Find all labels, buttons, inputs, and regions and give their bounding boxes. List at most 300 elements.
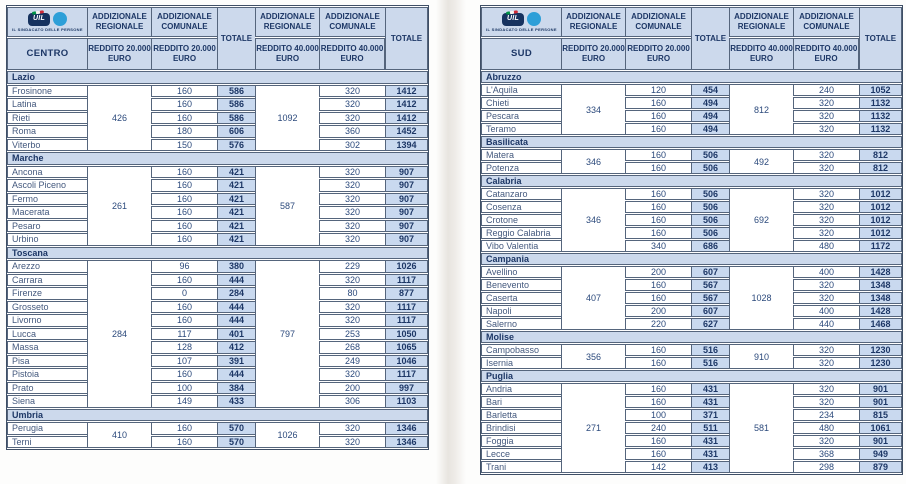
sud-table-container — [480, 5, 903, 475]
comunale-40k-cell: 320 — [793, 201, 859, 213]
city-cell: Napoli — [481, 305, 561, 317]
comunale-40k-cell: 80 — [319, 287, 385, 300]
section-row — [481, 175, 902, 187]
section-header: Molise — [481, 331, 902, 343]
comunale-40k-cell: 368 — [793, 448, 859, 460]
comunale-40k-cell: 229 — [319, 260, 385, 273]
city-cell: Salerno — [481, 318, 561, 330]
totale-40k-cell: 1412 — [385, 85, 428, 98]
comunale-20k-cell: 160 — [151, 436, 217, 449]
city-cell: Massa — [7, 341, 87, 354]
totale-40k-cell: 1132 — [859, 110, 902, 122]
section-row — [7, 71, 428, 84]
regionale-20k-cell: 261 — [87, 166, 151, 246]
comunale-20k-cell: 160 — [151, 206, 217, 219]
totale-20k-cell: 506 — [691, 162, 729, 174]
table-row — [481, 97, 902, 109]
col-header-addizionale-comunale-20k: ADDIZIONALE COMUNALE — [151, 7, 217, 37]
totale-20k-cell: 567 — [691, 279, 729, 291]
table-row — [481, 266, 902, 278]
blue-circle-icon — [53, 12, 67, 26]
comunale-20k-cell: 160 — [625, 435, 691, 447]
table-row — [481, 383, 902, 395]
table-row — [7, 85, 428, 98]
centro-table-container — [6, 5, 429, 450]
comunale-40k-cell: 320 — [793, 110, 859, 122]
table-row — [7, 287, 428, 300]
regionale-40k-cell: 492 — [729, 149, 793, 174]
comunale-20k-cell: 160 — [625, 344, 691, 356]
totale-40k-cell: 812 — [859, 149, 902, 161]
city-cell: Trani — [481, 461, 561, 473]
comunale-40k-cell: 320 — [319, 436, 385, 449]
city-cell: Carrara — [7, 274, 87, 287]
region-label-centro: CENTRO — [7, 38, 87, 70]
regionale-40k-cell: 587 — [255, 166, 319, 246]
table-row — [481, 344, 902, 356]
table-row — [481, 435, 902, 447]
col-header-totale-20k: TOTALE — [217, 7, 255, 70]
section-header: Calabria — [481, 175, 902, 187]
table-row — [7, 260, 428, 273]
regionale-20k-cell: 346 — [561, 149, 625, 174]
table-row — [481, 292, 902, 304]
city-cell: Roma — [7, 125, 87, 138]
totale-20k-cell: 576 — [217, 139, 255, 152]
totale-20k-cell: 506 — [691, 188, 729, 200]
city-cell: Fermo — [7, 193, 87, 206]
totale-20k-cell: 444 — [217, 301, 255, 314]
city-cell: Prato — [7, 382, 87, 395]
comunale-20k-cell: 160 — [151, 274, 217, 287]
city-cell: Rieti — [7, 112, 87, 125]
totale-40k-cell: 1052 — [859, 84, 902, 96]
regionale-40k-cell: 692 — [729, 188, 793, 252]
totale-20k-cell: 506 — [691, 214, 729, 226]
region-label-sud: SUD — [481, 38, 561, 70]
totale-40k-cell: 1348 — [859, 292, 902, 304]
comunale-40k-cell: 320 — [319, 422, 385, 435]
regionale-40k-cell: 797 — [255, 260, 319, 408]
comunale-20k-cell: 142 — [625, 461, 691, 473]
comunale-20k-cell: 160 — [625, 292, 691, 304]
comunale-20k-cell: 160 — [151, 301, 217, 314]
comunale-20k-cell: 340 — [625, 240, 691, 252]
totale-40k-cell: 1026 — [385, 260, 428, 273]
comunale-40k-cell: 440 — [793, 318, 859, 330]
table-row — [7, 220, 428, 233]
col-header-addizionale-comunale-40k: ADDIZIONALE COMUNALE — [319, 7, 385, 37]
totale-40k-cell: 1452 — [385, 125, 428, 138]
section-row — [481, 253, 902, 265]
totale-20k-cell: 421 — [217, 220, 255, 233]
totale-20k-cell: 511 — [691, 422, 729, 434]
city-cell: Terni — [7, 436, 87, 449]
table-row — [481, 396, 902, 408]
comunale-40k-cell: 268 — [319, 341, 385, 354]
comunale-20k-cell: 128 — [151, 341, 217, 354]
city-cell: Avellino — [481, 266, 561, 278]
city-cell: Pescara — [481, 110, 561, 122]
comunale-20k-cell: 117 — [151, 328, 217, 341]
regionale-40k-cell: 1028 — [729, 266, 793, 330]
totale-40k-cell: 1132 — [859, 97, 902, 109]
comunale-20k-cell: 160 — [625, 448, 691, 460]
city-cell: Caserta — [481, 292, 561, 304]
city-cell: Matera — [481, 149, 561, 161]
comunale-40k-cell: 320 — [793, 396, 859, 408]
comunale-40k-cell: 320 — [793, 149, 859, 161]
totale-20k-cell: 380 — [217, 260, 255, 273]
totale-20k-cell: 433 — [217, 395, 255, 408]
comunale-20k-cell: 160 — [625, 227, 691, 239]
totale-20k-cell: 570 — [217, 436, 255, 449]
totale-20k-cell: 431 — [691, 396, 729, 408]
comunale-40k-cell: 240 — [793, 84, 859, 96]
comunale-20k-cell: 150 — [151, 139, 217, 152]
comunale-40k-cell: 234 — [793, 409, 859, 421]
totale-40k-cell: 1230 — [859, 357, 902, 369]
comunale-40k-cell: 320 — [793, 383, 859, 395]
section-header: Toscana — [7, 247, 428, 260]
totale-40k-cell: 907 — [385, 206, 428, 219]
totale-40k-cell: 1012 — [859, 201, 902, 213]
totale-20k-cell: 607 — [691, 305, 729, 317]
comunale-40k-cell: 320 — [319, 314, 385, 327]
regionale-20k-cell: 271 — [561, 383, 625, 473]
city-cell: Firenze — [7, 287, 87, 300]
table-row — [481, 357, 902, 369]
table-row — [481, 201, 902, 213]
totale-20k-cell: 444 — [217, 368, 255, 381]
regionale-20k-cell: 410 — [87, 422, 151, 448]
sud-table — [480, 5, 903, 475]
comunale-20k-cell: 149 — [151, 395, 217, 408]
city-cell: Grosseto — [7, 301, 87, 314]
totale-40k-cell: 1346 — [385, 436, 428, 449]
totale-20k-cell: 431 — [691, 448, 729, 460]
table-row — [7, 395, 428, 408]
city-cell: L'Aquila — [481, 84, 561, 96]
uil-logo-text: UIL — [507, 14, 519, 22]
col-header-reddito-40k-comunale: REDDITO 40.000 EURO — [319, 38, 385, 70]
city-cell: Vibo Valentia — [481, 240, 561, 252]
comunale-20k-cell: 160 — [151, 233, 217, 246]
totale-20k-cell: 444 — [217, 314, 255, 327]
table-row — [7, 341, 428, 354]
col-header-reddito-40k-regionale: REDDITO 40.000 EURO — [729, 38, 793, 70]
totale-40k-cell: 1346 — [385, 422, 428, 435]
table-row — [7, 98, 428, 111]
section-header: Basilicata — [481, 136, 902, 148]
totale-20k-cell: 570 — [217, 422, 255, 435]
comunale-40k-cell: 320 — [319, 112, 385, 125]
col-header-reddito-20k-comunale: REDDITO 20.000 EURO — [151, 38, 217, 70]
totale-40k-cell: 907 — [385, 193, 428, 206]
col-header-reddito-40k-comunale: REDDITO 40.000 EURO — [793, 38, 859, 70]
city-cell: Livorno — [7, 314, 87, 327]
comunale-40k-cell: 302 — [319, 139, 385, 152]
comunale-40k-cell: 320 — [319, 301, 385, 314]
italian-flag-icon — [32, 10, 44, 15]
city-cell: Pisa — [7, 355, 87, 368]
totale-40k-cell: 1117 — [385, 301, 428, 314]
totale-40k-cell: 812 — [859, 162, 902, 174]
table-row — [7, 139, 428, 152]
totale-20k-cell: 401 — [217, 328, 255, 341]
col-header-reddito-20k-regionale: REDDITO 20.000 EURO — [87, 38, 151, 70]
totale-40k-cell: 949 — [859, 448, 902, 460]
totale-20k-cell: 567 — [691, 292, 729, 304]
totale-20k-cell: 586 — [217, 98, 255, 111]
header-row-1 — [481, 7, 902, 37]
city-cell: Isernia — [481, 357, 561, 369]
regionale-20k-cell: 426 — [87, 85, 151, 152]
table-row — [481, 318, 902, 330]
comunale-40k-cell: 320 — [793, 357, 859, 369]
comunale-20k-cell: 160 — [151, 179, 217, 192]
table-row — [7, 301, 428, 314]
totale-40k-cell: 1061 — [859, 422, 902, 434]
comunale-40k-cell: 320 — [319, 85, 385, 98]
page-gap-divider — [436, 0, 466, 484]
totale-40k-cell: 1348 — [859, 279, 902, 291]
table-row — [7, 125, 428, 138]
city-cell: Latina — [7, 98, 87, 111]
totale-20k-cell: 454 — [691, 84, 729, 96]
totale-40k-cell: 1412 — [385, 112, 428, 125]
comunale-20k-cell: 200 — [625, 305, 691, 317]
comunale-20k-cell: 220 — [625, 318, 691, 330]
comunale-40k-cell: 200 — [319, 382, 385, 395]
section-header: Campania — [481, 253, 902, 265]
col-header-addizionale-comunale-20k: ADDIZIONALE COMUNALE — [625, 7, 691, 37]
city-cell: Pistoia — [7, 368, 87, 381]
totale-20k-cell: 586 — [217, 85, 255, 98]
comunale-40k-cell: 320 — [793, 97, 859, 109]
comunale-20k-cell: 160 — [151, 98, 217, 111]
table-row — [7, 233, 428, 246]
table-row — [7, 274, 428, 287]
col-header-totale-40k: TOTALE — [859, 7, 902, 70]
comunale-20k-cell: 96 — [151, 260, 217, 273]
city-cell: Andria — [481, 383, 561, 395]
comunale-40k-cell: 400 — [793, 305, 859, 317]
totale-20k-cell: 586 — [217, 112, 255, 125]
table-row — [481, 227, 902, 239]
totale-40k-cell: 1428 — [859, 266, 902, 278]
city-cell: Viterbo — [7, 139, 87, 152]
city-cell: Benevento — [481, 279, 561, 291]
uil-badge-icon — [28, 13, 50, 26]
city-cell: Campobasso — [481, 344, 561, 356]
comunale-40k-cell: 320 — [793, 188, 859, 200]
section-header: Abruzzo — [481, 71, 902, 83]
comunale-20k-cell: 160 — [625, 383, 691, 395]
totale-40k-cell: 997 — [385, 382, 428, 395]
city-cell: Pesaro — [7, 220, 87, 233]
totale-20k-cell: 516 — [691, 344, 729, 356]
regionale-20k-cell: 346 — [561, 188, 625, 252]
totale-40k-cell: 1050 — [385, 328, 428, 341]
city-cell: Reggio Calabria — [481, 227, 561, 239]
col-header-addizionale-regionale-40k: ADDIZIONALE REGIONALE — [729, 7, 793, 37]
totale-20k-cell: 412 — [217, 341, 255, 354]
totale-40k-cell: 1117 — [385, 314, 428, 327]
totale-20k-cell: 444 — [217, 274, 255, 287]
centro-table — [6, 5, 429, 450]
totale-20k-cell: 494 — [691, 110, 729, 122]
comunale-40k-cell: 249 — [319, 355, 385, 368]
comunale-40k-cell: 320 — [319, 368, 385, 381]
city-cell: Foggia — [481, 435, 561, 447]
comunale-40k-cell: 253 — [319, 328, 385, 341]
comunale-20k-cell: 160 — [151, 193, 217, 206]
city-cell: Arezzo — [7, 260, 87, 273]
totale-40k-cell: 1012 — [859, 214, 902, 226]
totale-40k-cell: 1468 — [859, 318, 902, 330]
totale-40k-cell: 877 — [385, 287, 428, 300]
totale-20k-cell: 607 — [691, 266, 729, 278]
comunale-20k-cell: 200 — [625, 266, 691, 278]
totale-20k-cell: 516 — [691, 357, 729, 369]
section-header: Puglia — [481, 370, 902, 382]
section-row — [481, 331, 902, 343]
city-cell: Bari — [481, 396, 561, 408]
city-cell: Urbino — [7, 233, 87, 246]
comunale-40k-cell: 320 — [319, 193, 385, 206]
totale-40k-cell: 907 — [385, 166, 428, 179]
totale-40k-cell: 815 — [859, 409, 902, 421]
totale-40k-cell: 907 — [385, 220, 428, 233]
city-cell: Catanzaro — [481, 188, 561, 200]
regionale-40k-cell: 1092 — [255, 85, 319, 152]
table-row — [7, 328, 428, 341]
uil-logo — [8, 12, 87, 32]
city-cell: Cosenza — [481, 201, 561, 213]
table-row — [481, 422, 902, 434]
comunale-40k-cell: 306 — [319, 395, 385, 408]
regionale-20k-cell: 407 — [561, 266, 625, 330]
blue-circle-icon — [527, 12, 541, 26]
section-header: Lazio — [7, 71, 428, 84]
uil-badge-icon — [502, 13, 524, 26]
comunale-20k-cell: 0 — [151, 287, 217, 300]
totale-40k-cell: 901 — [859, 396, 902, 408]
totale-20k-cell: 494 — [691, 97, 729, 109]
table-row — [7, 206, 428, 219]
comunale-20k-cell: 100 — [625, 409, 691, 421]
totale-40k-cell: 1012 — [859, 227, 902, 239]
city-cell: Barletta — [481, 409, 561, 421]
table-row — [481, 110, 902, 122]
section-header: Marche — [7, 152, 428, 165]
table-row — [7, 422, 428, 435]
section-row — [481, 370, 902, 382]
totale-40k-cell: 1428 — [859, 305, 902, 317]
table-row — [481, 84, 902, 96]
comunale-20k-cell: 160 — [625, 201, 691, 213]
totale-20k-cell: 431 — [691, 435, 729, 447]
totale-20k-cell: 421 — [217, 233, 255, 246]
totale-20k-cell: 506 — [691, 149, 729, 161]
totale-40k-cell: 1103 — [385, 395, 428, 408]
comunale-20k-cell: 160 — [151, 422, 217, 435]
comunale-40k-cell: 320 — [319, 233, 385, 246]
uil-logo-slogan: IL SINDACATO DELLE PERSONE — [486, 27, 557, 32]
italian-flag-icon — [506, 10, 518, 15]
section-row — [7, 247, 428, 260]
totale-20k-cell: 431 — [691, 383, 729, 395]
city-cell: Lucca — [7, 328, 87, 341]
uil-logo — [482, 12, 561, 32]
table-row — [7, 179, 428, 192]
comunale-20k-cell: 160 — [151, 314, 217, 327]
comunale-40k-cell: 320 — [319, 166, 385, 179]
city-cell: Teramo — [481, 123, 561, 135]
uil-logo-text: UIL — [33, 14, 45, 22]
comunale-20k-cell: 160 — [625, 357, 691, 369]
col-header-totale-40k: TOTALE — [385, 7, 428, 70]
totale-20k-cell: 371 — [691, 409, 729, 421]
regionale-40k-cell: 581 — [729, 383, 793, 473]
comunale-40k-cell: 320 — [793, 227, 859, 239]
comunale-20k-cell: 107 — [151, 355, 217, 368]
totale-20k-cell: 421 — [217, 166, 255, 179]
totale-40k-cell: 907 — [385, 233, 428, 246]
comunale-40k-cell: 480 — [793, 422, 859, 434]
col-header-totale-20k: TOTALE — [691, 7, 729, 70]
totale-40k-cell: 1412 — [385, 98, 428, 111]
totale-40k-cell: 1394 — [385, 139, 428, 152]
col-header-reddito-20k-comunale: REDDITO 20.000 EURO — [625, 38, 691, 70]
table-row — [7, 193, 428, 206]
totale-20k-cell: 421 — [217, 179, 255, 192]
comunale-20k-cell: 160 — [625, 396, 691, 408]
totale-40k-cell: 1065 — [385, 341, 428, 354]
city-cell: Perugia — [7, 422, 87, 435]
comunale-40k-cell: 320 — [319, 220, 385, 233]
table-row — [481, 214, 902, 226]
section-row — [7, 409, 428, 422]
regionale-20k-cell: 356 — [561, 344, 625, 369]
table-row — [481, 448, 902, 460]
comunale-40k-cell: 320 — [793, 279, 859, 291]
uil-logo-cell — [481, 7, 561, 37]
city-cell: Frosinone — [7, 85, 87, 98]
comunale-20k-cell: 160 — [151, 220, 217, 233]
totale-20k-cell: 421 — [217, 193, 255, 206]
totale-20k-cell: 284 — [217, 287, 255, 300]
city-cell: Lecce — [481, 448, 561, 460]
comunale-40k-cell: 360 — [319, 125, 385, 138]
city-cell: Chieti — [481, 97, 561, 109]
totale-40k-cell: 1172 — [859, 240, 902, 252]
totale-40k-cell: 1012 — [859, 188, 902, 200]
totale-20k-cell: 506 — [691, 201, 729, 213]
table-row — [7, 368, 428, 381]
comunale-40k-cell: 298 — [793, 461, 859, 473]
regionale-20k-cell: 334 — [561, 84, 625, 135]
totale-40k-cell: 1230 — [859, 344, 902, 356]
regionale-40k-cell: 812 — [729, 84, 793, 135]
totale-40k-cell: 907 — [385, 179, 428, 192]
uil-logo-cell — [7, 7, 87, 37]
comunale-20k-cell: 160 — [151, 85, 217, 98]
comunale-40k-cell: 320 — [793, 123, 859, 135]
table-row — [7, 355, 428, 368]
totale-20k-cell: 606 — [217, 125, 255, 138]
